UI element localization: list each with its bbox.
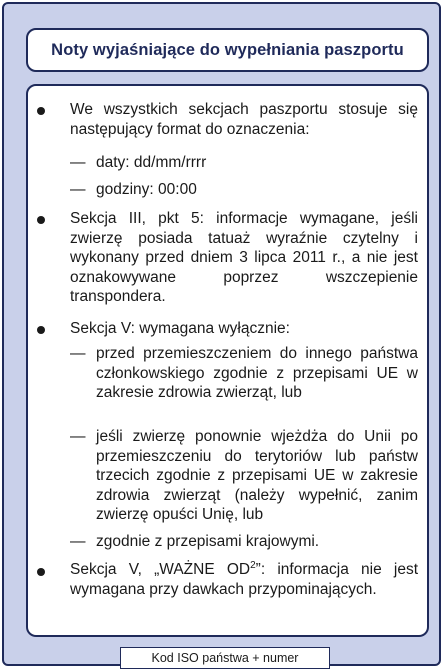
- dash-icon: —: [70, 345, 86, 362]
- dash-icon: —: [70, 533, 86, 550]
- sub-item-text: daty: dd/mm/rrrr: [96, 154, 207, 171]
- note-section-v: Sekcja V: wymagana wyłącznie:: [70, 320, 290, 337]
- dash-icon: —: [70, 154, 86, 171]
- page-title: Noty wyjaśniające do wypełniania paszportu: [51, 40, 404, 59]
- passport-panel: [2, 2, 441, 666]
- dash-icon: —: [70, 428, 86, 445]
- sub-item-text: godziny: 00:00: [96, 181, 197, 198]
- sub-item-text: zgodnie z przepisami krajowymi.: [96, 533, 320, 550]
- footer-label: Kod ISO państwa + numer: [120, 647, 330, 669]
- sub-item-text: jeśli zwierzę ponownie wjeżdża do Unii po przemieszczeniu do terytoriów lub państw trzecich zgodnie z przepisami UE w zakresie zdrowia zwierząt (należy wypełnić, zanim zwierzę opuści Unię, lub: [96, 428, 418, 523]
- note-valid-from: Sekcja V, „WAŻNE $OD^2$”: informacja nie jest wymagana przy dawkach przypominających.: [70, 559, 418, 598]
- note-section-iii: Sekcja III, pkt 5: informacje wymagane, jeśli zwierzę posiada tatuaż wyraźnie czytelny i wykonany przed dniem 3 lipca 2011 r., a nie jest oznakowywane poprzez wszczepienie transpondera.: [70, 210, 418, 305]
- notes-box: [26, 84, 429, 637]
- dash-icon: —: [70, 181, 86, 198]
- note-date-format: We wszystkich sekcjach paszportu stosuje się następujący format do oznaczenia:: [70, 101, 418, 138]
- title-box: [26, 28, 429, 72]
- sub-item-text: przed przemieszczeniem do innego państwa członkowskiego zgodnie z przepisami UE w zakresie zdrowia zwierząt, lub: [96, 345, 418, 401]
